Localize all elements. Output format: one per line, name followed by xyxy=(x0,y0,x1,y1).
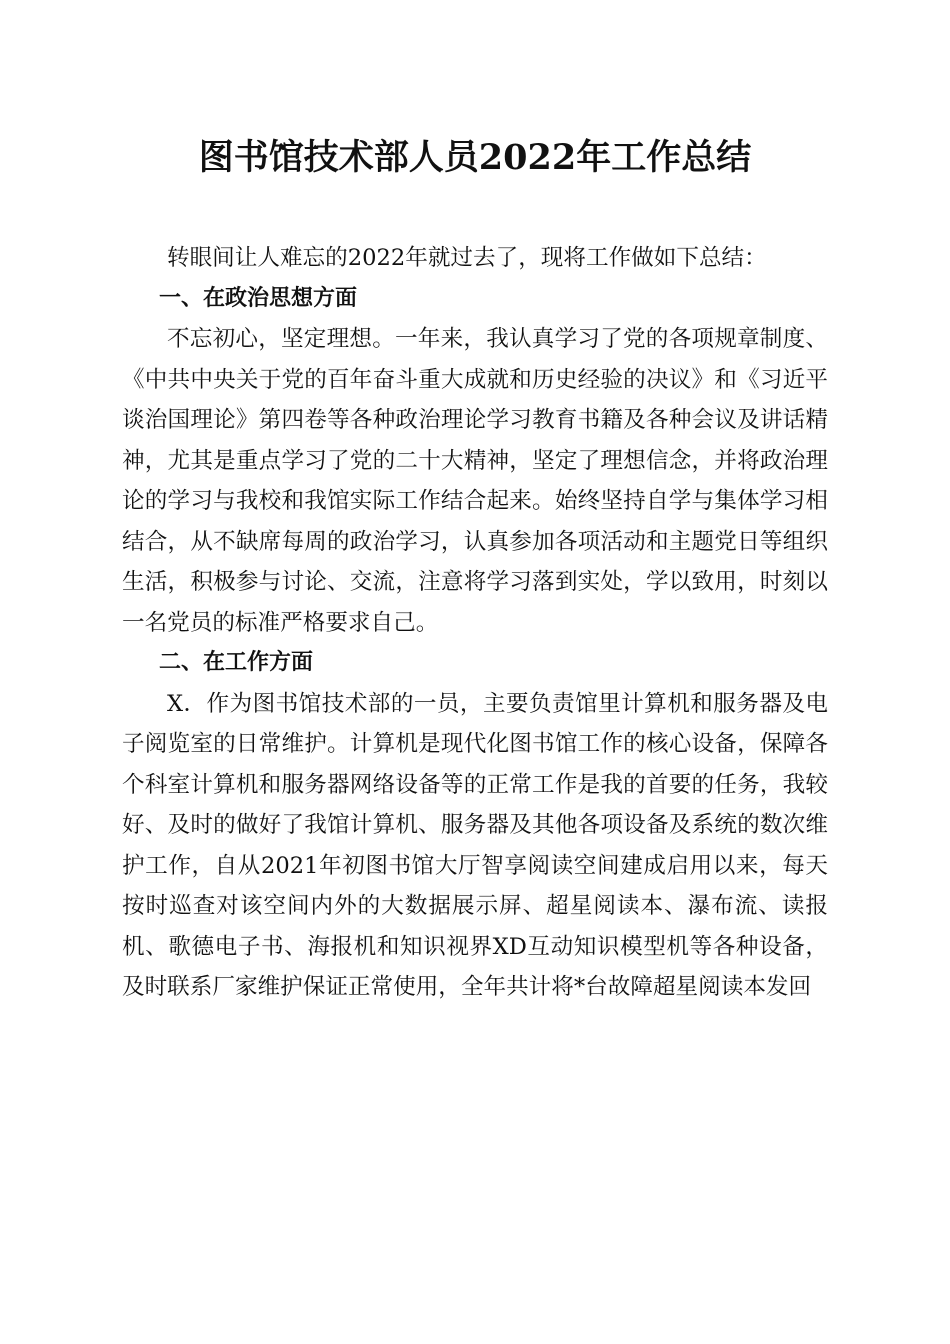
section-paragraph-work: X．作为图书馆技术部的一员，主要负责馆里计算机和服务器及电子阅览室的日常维护。计算机是现代化图书馆工作的核心设备，保障各个科室计算机和服务器网络设备等的正常工作是我的首要的任务，我较好、及时的做好了我馆计算机、服务器及其他各项设备及系统的数次维护工作，自从2021年初图书馆大厅智享阅读空间建成启用以来，每天按时巡查对该空间内外的大数据展示屏、超星阅读本、瀑布流、读报机、歌德电子书、海报机和知识视界XD互动知识模型机等各种设备，及时联系厂家维护保证正常使用，全年共计将*台故障超星阅读本发回 xyxy=(122,690,828,1000)
document-title: 图书馆技术部人员2022年工作总结 xyxy=(198,137,752,178)
section-heading-politics: 一、在政治思想方面 xyxy=(159,285,358,311)
document-body xyxy=(122,238,828,1008)
section-heading-work: 二、在工作方面 xyxy=(159,650,314,675)
section-paragraph-politics: 不忘初心，坚定理想。一年来，我认真学习了党的各项规章制度、《中共中央关于党的百年奋斗重大成就和历史经验的决议》和《习近平谈治国理论》第四卷等各种政治理论学习教育书籍及各种会议及讲话精神，尤其是重点学习了党的二十大精神，坚定了理想信念，并将政治理论的学习与我校和我馆实际工作结合起来。始终坚持自学与集体学习相结合，从不缺席每周的政治学习，认真参加各项活动和主题党日等组织生活，积极参与讨论、交流，注意将学习落到实处，学以致用，时刻以一名党员的标准严格要求自己。 xyxy=(122,326,828,636)
intro-paragraph: 转眼间让人难忘的2022年就过去了，现将工作做如下总结： xyxy=(167,245,767,271)
